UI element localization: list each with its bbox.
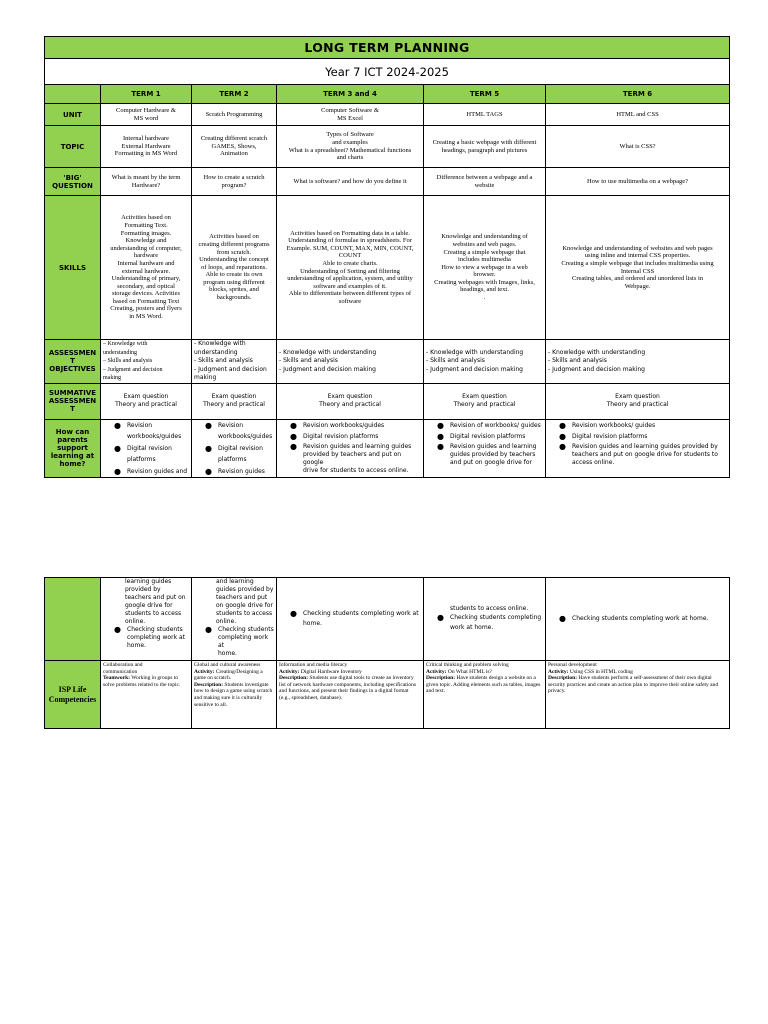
unit-cell: HTML and CSS xyxy=(546,104,730,126)
bullet-icon: ● xyxy=(114,466,121,476)
isp-cell xyxy=(101,661,192,729)
topic-cell: Creating a basic webpage with different headings, paragraph and pictures xyxy=(424,126,546,168)
unit-cell: Computer Hardware & MS word xyxy=(101,104,192,126)
support-item: ● Checking students completing work at home. xyxy=(559,614,709,624)
summative-cell: Exam question Theory and practical xyxy=(192,383,277,419)
assessment-line: - Knowledge with understanding xyxy=(548,348,646,356)
support-item: ● Revision guides xyxy=(205,466,265,476)
isp-activity: Teamwork: Working in groups to solve problems related to the topic. xyxy=(103,675,181,688)
support-item: ● Revision workbooks/ guides xyxy=(559,420,656,430)
big-question-cell: How to use multimedia on a webpage? xyxy=(546,168,730,196)
bullet-icon: ● xyxy=(114,625,121,634)
bullet-icon: ● xyxy=(437,613,444,622)
assessment-line: - Knowledge with understanding xyxy=(426,348,524,356)
big-question-cell: What is meant by the term Hardware? xyxy=(101,168,192,196)
summative-cell: Exam question Theory and practical xyxy=(424,383,546,419)
assessment-line: - Skills and analysis xyxy=(279,357,338,364)
bullet-icon: ● xyxy=(290,420,297,430)
support-cont-text: and learning guides provided by teachers and put on google drive for students to access online. xyxy=(216,578,274,625)
isp-competency: Critical thinking and problem solving xyxy=(426,662,509,668)
isp-cell xyxy=(424,661,546,729)
support-list xyxy=(279,609,421,629)
row-label-support xyxy=(45,419,101,478)
assessment-cell xyxy=(277,340,424,384)
support-item: ● Revision workbooks/guides xyxy=(205,420,273,440)
support-cont-text: students to access online. xyxy=(450,605,529,612)
isp-competency: Information and media literacy xyxy=(279,662,348,668)
support-item: ● Checking students completing work at home. xyxy=(114,625,185,649)
assessment-row xyxy=(45,340,730,384)
big-question-cell: What is software? and how do you define it xyxy=(277,168,424,196)
support-cell xyxy=(101,419,192,478)
support-list xyxy=(548,613,727,625)
bullet-icon: ● xyxy=(114,443,121,453)
label-line: How can xyxy=(55,428,90,437)
assessment-cell xyxy=(192,340,277,384)
summative-row xyxy=(45,383,730,419)
support-continued-row xyxy=(45,578,730,661)
isp-description: Description: Have students perform a self-assessment of their own digital security practices and create an action plan to improve their online safety and privacy. xyxy=(548,675,719,695)
support-list xyxy=(548,420,727,467)
summative-cell: Exam question Theory and practical xyxy=(546,383,730,419)
support-list xyxy=(194,420,274,478)
assessment-cell xyxy=(546,340,730,384)
label-line: ISP Life xyxy=(58,684,87,694)
support-item: ● Revision guides and learning guides provided by teachers and put on google drive for xyxy=(437,441,537,466)
bullet-icon: ● xyxy=(205,625,212,634)
support-item: ● Revision of workbooks/ guides xyxy=(437,420,541,430)
support-cell xyxy=(192,419,277,478)
assessment-line: - Judgment and decision making xyxy=(279,365,376,373)
topic-cell: Creating different scratch GAMES, Shows, Animation xyxy=(192,126,277,168)
label-line: T xyxy=(70,357,75,366)
support-list xyxy=(426,420,543,467)
bullet-icon: ● xyxy=(437,441,444,451)
assessment-line: - Knowledge with xyxy=(194,340,246,347)
isp-cell xyxy=(192,661,277,729)
skills-cell: Activities based on creating different programs from scratch. Understanding the concept of loops, and reparations. Able to create its own program using different blocks, sprites, and backgrounds. xyxy=(192,196,277,340)
isp-description: Description: Students use digital tools to create an inventory list of network hardware components, including specifications and functions, and present their findings in a digital format (e.g., spreadsheet, database). xyxy=(279,675,417,701)
big-question-row xyxy=(45,168,730,196)
support-item: ● Digital revision platforms xyxy=(205,443,263,463)
label-line: ASSESSMEN xyxy=(48,349,97,358)
label-line: ASSESSMEN xyxy=(48,397,97,405)
support-cont-cell xyxy=(192,578,277,661)
assessment-line: - Skills and analysis xyxy=(194,357,253,364)
row-label-support-continued xyxy=(45,578,101,661)
skills-cell: Knowledge and understanding of websites and web pages. Creating a simple webpage that includes multimedia How to view a webpage in a web browser. Creating webpages with Images, links, headings, and text. . xyxy=(424,196,546,340)
summative-cell: Exam question Theory and practical xyxy=(277,383,424,419)
row-label-isp xyxy=(45,661,101,729)
bullet-icon: ● xyxy=(205,443,212,453)
row-label-assessment xyxy=(45,340,101,384)
label-line: T xyxy=(70,405,75,413)
bullet-icon: ● xyxy=(290,609,297,618)
topic-cell: Types of Software and examples What is a spreadsheet? Mathematical functions and charts xyxy=(277,126,424,168)
assessment-line: making xyxy=(194,374,217,381)
support-item: ● Digital revision platforms xyxy=(437,432,526,441)
bullet-icon: ● xyxy=(290,441,297,451)
bullet-icon: ● xyxy=(559,420,566,430)
support-list xyxy=(279,420,421,475)
bullet-icon: ● xyxy=(205,420,212,430)
isp-cell xyxy=(546,661,730,729)
topic-cell: Internal hardware External Hardware Formatting in MS Word xyxy=(101,126,192,168)
bullet-icon: ● xyxy=(559,614,566,624)
isp-competency: communication xyxy=(103,668,138,675)
row-label-unit: UNIT xyxy=(45,104,101,126)
skills-cell: Activities based on Formatting Text. Formatting images. Knowledge and understanding of computer, hardware Internal hardware and external hardware. Understanding of primary, secondary, and optical storage devices. Activities based on Formatting Text Creating, posters and flyers in MS Word. xyxy=(101,196,192,340)
assessment-line: - Judgment and decision making xyxy=(426,365,523,373)
assessment-line: - Skills and analysis xyxy=(548,357,607,364)
support-cont-cell xyxy=(424,578,546,661)
row-label-skills: SKILLS xyxy=(45,196,101,340)
page-subtitle: Year 7 ICT 2024-2025 xyxy=(45,59,730,85)
label-line: learning at xyxy=(50,452,95,461)
summative-cell: Exam question Theory and practical xyxy=(101,383,192,419)
assessment-cell xyxy=(101,340,192,384)
topic-cell: What is CSS? xyxy=(546,126,730,168)
bullet-icon: ● xyxy=(290,432,297,441)
isp-competency: Personal development xyxy=(548,662,597,668)
assessment-line: understanding xyxy=(103,349,137,356)
unit-row xyxy=(45,104,730,126)
isp-description: Description: Students investigate how to design a game using scratch and making sure it is culturally sensitive to all. xyxy=(194,681,273,708)
assessment-line: making xyxy=(103,375,121,381)
support-item: ● Checking students completing work at home. xyxy=(437,613,542,631)
support-cell xyxy=(424,419,546,478)
isp-cell xyxy=(277,661,424,729)
term-header: TERM 1 xyxy=(101,85,192,104)
label-line: parents xyxy=(57,436,88,445)
support-item: ● Revision guides and learning guides provided by teachers and put on google drive for students to access online. xyxy=(290,441,412,474)
term-header-row xyxy=(45,85,730,104)
assessment-line: - Judgment and decision xyxy=(194,365,267,373)
bullet-icon: ● xyxy=(114,420,121,430)
term-header: TERM 6 xyxy=(546,85,730,104)
support-item: ● Revision workbooks/guides xyxy=(290,420,385,430)
isp-activity: Activity: Using CSS in HTML coding xyxy=(548,668,633,675)
unit-cell: HTML TAGS xyxy=(424,104,546,126)
support-list xyxy=(103,420,189,478)
page-title: LONG TERM PLANNING xyxy=(45,37,730,59)
label-line: 'BIG' xyxy=(63,173,82,182)
skills-cell: Activities based on Formatting data in a table. Understanding of formulae in spreadsheets. For Example. SUM, COUNT, MAX, MIN, COUNT, COUNT Able to create charts. Understanding of Sorting and filtering understanding of application, system, and utility software and examples of it. Able to differentiate between different types of software xyxy=(277,196,424,340)
support-item: ● Digital revision platforms xyxy=(114,443,172,463)
support-cont-text: learning guides provided by teachers and put on google drive for students to access online. xyxy=(125,578,186,625)
assessment-line: – Skills and analysis xyxy=(103,358,153,364)
assessment-line: understanding xyxy=(194,348,238,356)
row-label-big-question xyxy=(45,168,101,196)
row-label-summative xyxy=(45,383,101,419)
assessment-cell xyxy=(424,340,546,384)
bullet-icon: ● xyxy=(205,466,212,476)
term-header: TERM 2 xyxy=(192,85,277,104)
support-cont-cell xyxy=(546,578,730,661)
skills-row xyxy=(45,196,730,340)
isp-competency: Collaboration and xyxy=(103,662,143,668)
isp-row xyxy=(45,661,730,729)
support-list xyxy=(103,626,189,650)
support-row xyxy=(45,419,730,478)
bullet-icon: ● xyxy=(437,420,444,430)
bullet-icon: ● xyxy=(559,432,566,441)
isp-activity: Activity: On What HTML is? xyxy=(426,668,492,675)
support-item: ● Revision guides and learning guides provided by teachers and put on google drive for students to access online. xyxy=(559,441,718,466)
assessment-line: - Skills and analysis xyxy=(426,357,485,364)
label-line: SUMMATIVE xyxy=(48,389,97,397)
topic-row xyxy=(45,126,730,168)
support-item: ● Revision workbooks/guides xyxy=(114,420,182,440)
support-list xyxy=(194,626,274,658)
header-corner xyxy=(45,85,101,104)
support-cell xyxy=(277,419,424,478)
isp-activity: Activity: Digital Hardware Inventory xyxy=(279,668,362,675)
label-line: QUESTION xyxy=(52,181,93,190)
bullet-icon: ● xyxy=(437,432,444,441)
isp-activity: Activity: Creating/Designing a game on scratch. xyxy=(194,668,263,682)
row-label-topic: TOPIC xyxy=(45,126,101,168)
support-cont-cell xyxy=(277,578,424,661)
label-line: home? xyxy=(59,460,86,469)
planning-table xyxy=(44,36,730,478)
isp-description: Description: Have students design a website on a given topic. Adding elements such as tables, images and text. xyxy=(426,675,541,695)
assessment-line: – Judgment and decision xyxy=(103,366,163,373)
skills-cell: Knowledge and understanding of websites and web pages using inline and internal CSS properties. Creating a simple webpage that includes multimedia using Internal CSS Creating tables, and ordered and unordered lists in Webpage. xyxy=(546,196,730,340)
label-line: OBJECTIVES xyxy=(49,365,96,374)
support-item: ● Checking students completing work at home. xyxy=(290,609,419,627)
assessment-line: - Judgment and decision making xyxy=(548,365,645,373)
bullet-icon: ● xyxy=(559,441,566,451)
big-question-cell: Difference between a webpage and a website xyxy=(424,168,546,196)
planning-table-continued xyxy=(44,577,730,729)
big-question-cell: How to create a scratch program? xyxy=(192,168,277,196)
support-item: ● Digital revision platforms xyxy=(290,432,379,441)
unit-cell: Computer Software & MS Excel xyxy=(277,104,424,126)
support-cell xyxy=(546,419,730,478)
support-item: ● Checking students completing work at home. xyxy=(205,625,274,657)
unit-cell: Scratch Programming xyxy=(192,104,277,126)
support-list xyxy=(426,613,543,633)
support-item: ● Revision guides and xyxy=(114,466,188,476)
assessment-line: - Knowledge with understanding xyxy=(279,348,377,356)
term-header: TERM 5 xyxy=(424,85,546,104)
term-header: TERM 3 and 4 xyxy=(277,85,424,104)
isp-competency: Global and cultural awareness xyxy=(194,662,261,668)
support-item: ● Digital revision platforms xyxy=(559,432,648,441)
support-cont-cell xyxy=(101,578,192,661)
label-line: Competencies xyxy=(48,694,97,704)
label-line: support xyxy=(57,444,88,453)
assessment-line: – Knowledge with xyxy=(103,341,148,347)
